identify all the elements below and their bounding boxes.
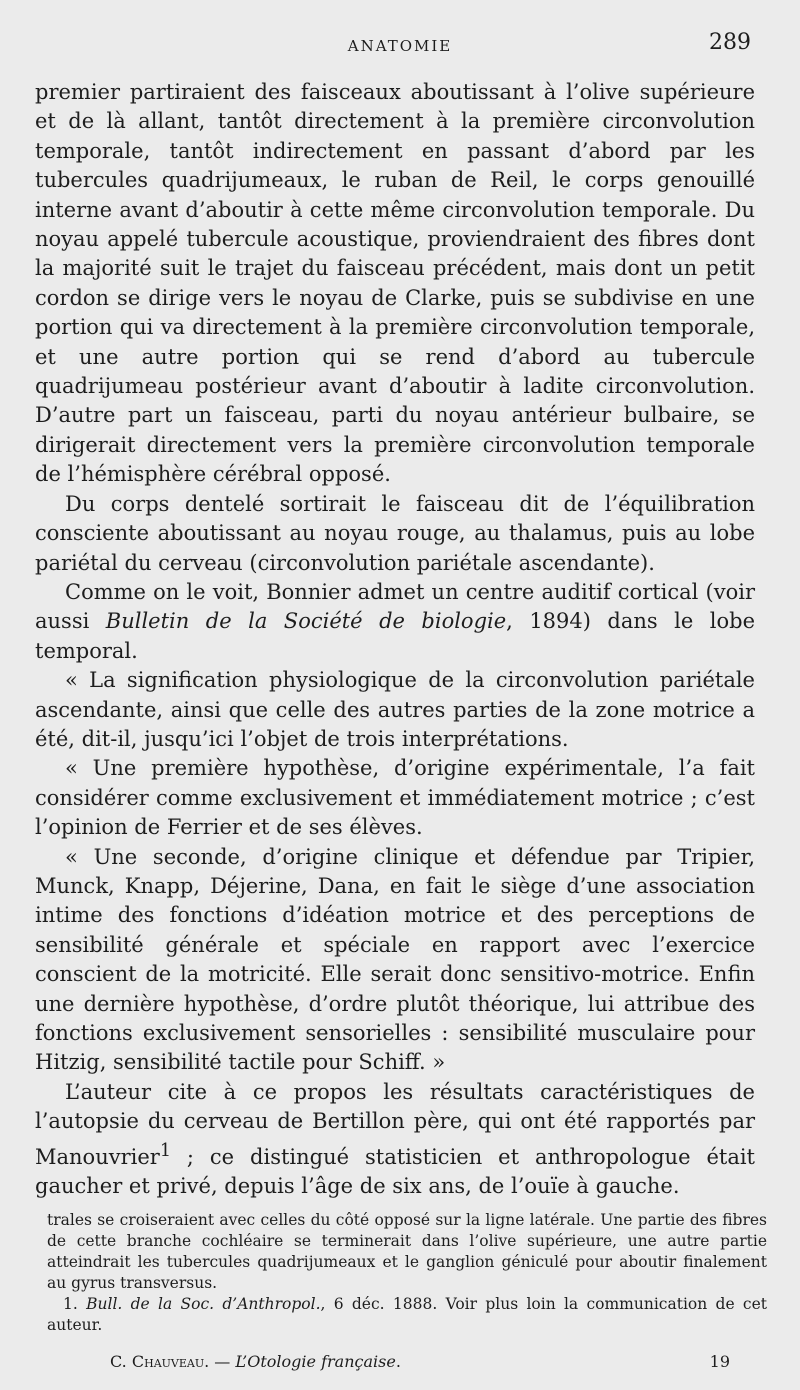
paragraph-3-start: Comme on le voit, Bonnier admet un centre auditif cortical (voir aussi (35, 579, 755, 634)
paragraph-7 (35, 1078, 755, 1202)
footnote-1-number: 1. (63, 1295, 78, 1313)
signature-sheet-number: 19 (709, 1352, 730, 1371)
paragraph-5: « Une première hypothèse, d’origine expérimentale, l’a fait considérer comme exclusivement et immédiatement motrice ; c’est l’opinion de Ferrier et de ses élèves. (35, 756, 755, 840)
page-number: 289 (709, 30, 751, 55)
signature-work-title: L’Otologie française (235, 1352, 396, 1371)
footnote-1-source: Bull. de la Soc. d’Anthropol. (86, 1295, 321, 1313)
main-text (35, 78, 755, 1201)
paragraph-1: premier partiraient des faisceaux aboutissant à l’olive supérieure et de là allant, tantôt directement à la première circonvolution temporale, tantôt indirectement en passant d’abord par les tubercules quadrijumeaux, le ruban de Reil, le corps genouillé interne avant d’aboutir à cette même circonvolution temporale. Du noyau appelé tubercule acoustique, proviendraient des fibres dont la majorité suit le trajet du faisceau précédent, mais dont un petit cordon se dirige vers le noyau de Clarke, puis se subdivise en une portion qui va directement à la première circonvolution temporale, et une autre portion qui se rend d’abord au tubercule quadrijumeau postérieur avant d’aboutir à ladite circonvolution. D’autre part un faisceau, parti du noyau antérieur bulbaire, se dirigerait directement vers la première circonvolution temporale de l’hémisphère cérébral opposé. (35, 80, 755, 487)
footnote-continued: trales se croiseraient avec celles du côté opposé sur la ligne latérale. Une partie des fibres de cette branche cochléaire se terminerait dans l’olive supérieure, une autre partie atteindrait les tubercules quadrijumeaux et le ganglion géniculé pour aboutir finalement au gyrus transversus. (47, 1211, 767, 1292)
signature-separator: . — (204, 1352, 231, 1371)
paragraph-3-end: , 1894) dans le lobe temporal. (35, 609, 755, 663)
paragraph-7-start: L’auteur cite à ce propos les résultats caractéristiques de l’autopsie du cerveau de Bertillon père, qui ont été rapportés par Manouvrier (35, 1079, 755, 1169)
signature-author-name: Chauveau (131, 1352, 205, 1371)
paragraph-3 (35, 578, 755, 666)
signature-author-initial: C. (110, 1352, 127, 1371)
footnote-1-text: , 6 déc. 1888. Voir plus loin la communication de cet auteur. (47, 1295, 768, 1334)
paragraph-6: « Une seconde, d’origine clinique et défendue par Tripier, Munck, Knapp, Déjerine, Dana, en fait le siège d’une association intime des fonctions d’idéation motrice et des perceptions de sensibilité générale et spéciale en rapport avec l’exercice conscient de la motricité. Elle serait donc sensitivo-motrice. Enfin une dernière hypothèse, d’ordre plutôt théorique, lui attribue des fonctions exclusivement sensorielles : sensibilité musculaire pour Hitzig, sensibilité tactile pour Schiff. » (35, 844, 755, 1075)
footnotes (47, 1210, 767, 1336)
running-title: ANATOMIE (347, 37, 453, 55)
paragraph-4: « La signification physiologique de la circonvolution pariétale ascendante, ainsi que celle des autres parties de la zone motrice a été, dit-il, jusqu’ici l’objet de trois interprétations. (35, 668, 755, 751)
footnote-reference: 1 (159, 1140, 171, 1161)
footnote-1 (47, 1294, 767, 1336)
paragraph-7-end: ; ce distingué statisticien et anthropologue était gaucher et privé, depuis l’âge de six ans, de l’ouïe à gauche. (35, 1144, 755, 1199)
journal-title: Bulletin de la Société de biologie (105, 609, 507, 634)
printer-signature (110, 1352, 730, 1371)
paragraph-2: Du corps dentelé sortirait le faisceau dit de l’équilibration consciente aboutissant au noyau rouge, au thalamus, puis au lobe pariétal du cerveau (circonvolution pariétale ascendante). (35, 491, 755, 575)
signature-end-period: . (395, 1352, 401, 1371)
